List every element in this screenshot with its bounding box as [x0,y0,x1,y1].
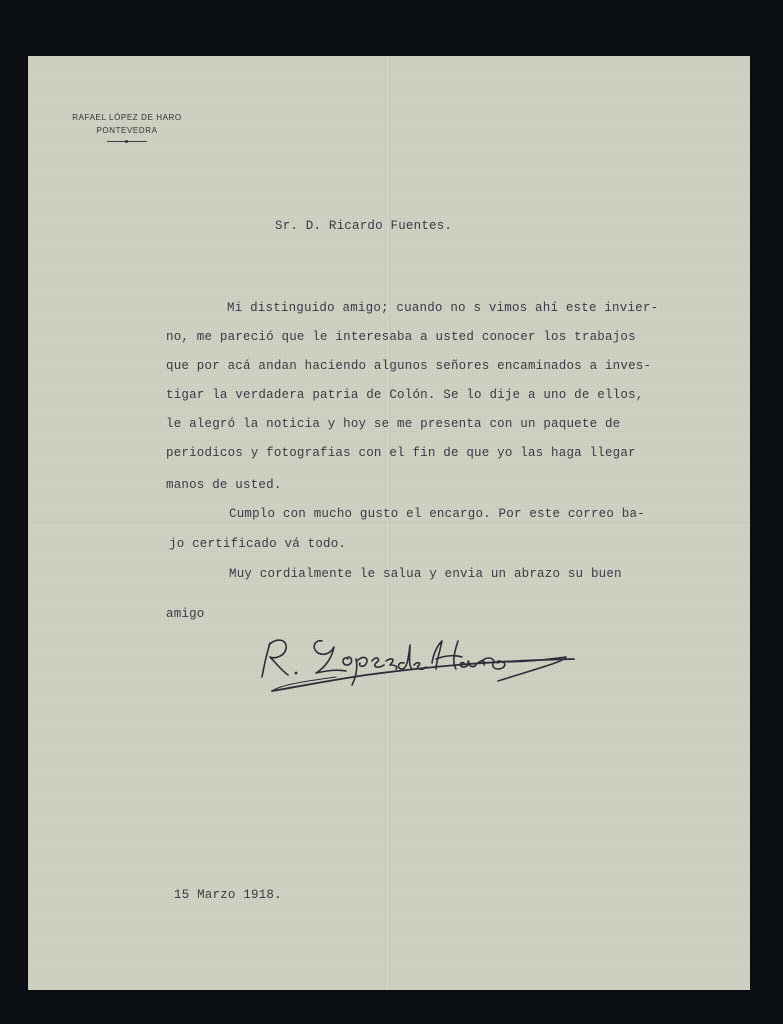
handwritten-signature [236,611,581,701]
letterhead-name: RAFAEL LÓPEZ DE HARO [72,113,182,122]
letterhead-ornament [107,137,147,145]
vertical-fold-crease [388,56,389,990]
body-line: periodicos y fotografias con el fin de que yo las haga llegar [166,446,636,460]
addressee: Sr. D. Ricardo Fuentes. [275,219,453,233]
body-line: Muy cordialmente le salua y envia un abrazo su buen [229,567,622,581]
body-line: le alegró la noticia y hoy se me presenta con un paquete de [166,417,621,431]
letter-date: 15 Marzo 1918. [174,888,282,902]
body-line: no, me pareció que le interesaba a usted conocer los trabajos [166,330,636,344]
letterhead [62,110,192,145]
body-line: Cumplo con mucho gusto el encargo. Por este correo ba- [229,507,645,521]
letterhead-city: PONTEVEDRA [96,126,158,135]
body-line: tigar la verdadera patria de Colón. Se lo dije a uno de ellos, [166,388,644,402]
body-line: Mi distinguido amigo; cuando no s vimos ahí este invier- [227,301,659,315]
body-line: amigo [166,607,205,621]
body-line: manos de usted. [166,478,282,492]
horizontal-fold-crease [28,522,750,523]
body-line: que por acá andan haciendo algunos señores encaminados a inves- [166,359,652,373]
body-line: jo certificado vá todo. [169,537,347,551]
letter-page [28,56,750,990]
